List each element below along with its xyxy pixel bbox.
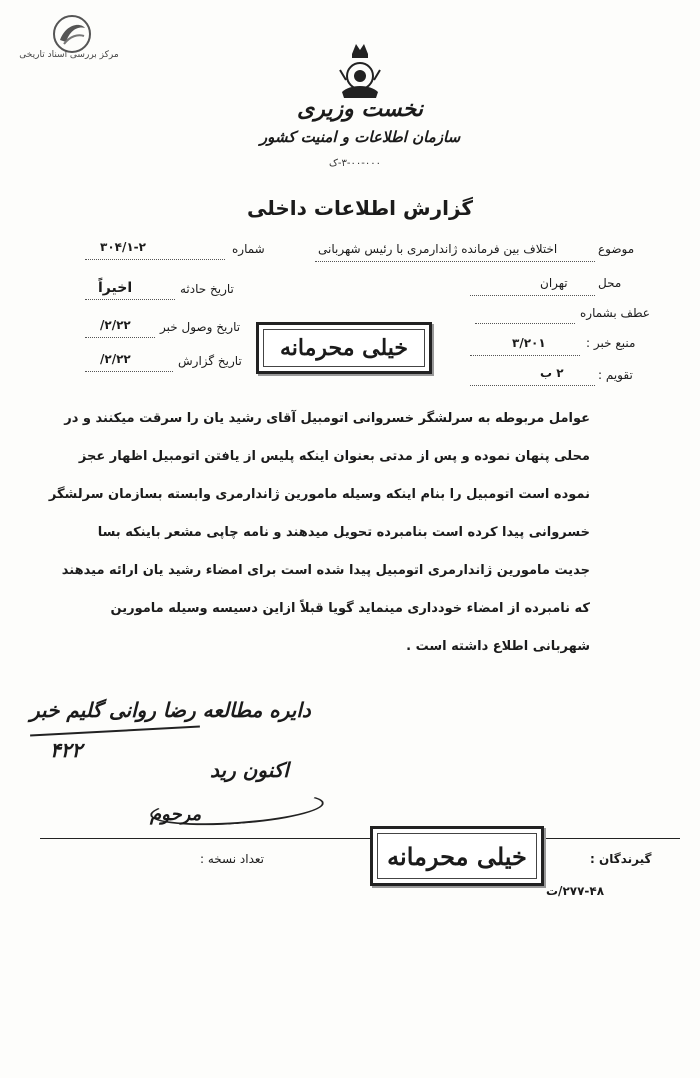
source-dotline — [470, 354, 580, 356]
letterhead-line1: نخست وزیری — [297, 96, 423, 122]
source-label: منبع خبر : — [586, 336, 636, 350]
handwritten-note: دایره مطالعه رضا روانی گلیم خبر — [30, 698, 311, 722]
source-value: ۳/۲۰۱ — [512, 336, 546, 350]
place-value: تهران — [540, 276, 568, 290]
report-date-dotline — [85, 370, 173, 372]
body-line: خسروانی پیدا کرده است بنامبرده تحویل میدهند و نامه چاپی مشعر باینکه بسا — [97, 525, 590, 540]
number-value: ۳۰۴/۱-۲ — [100, 240, 146, 254]
letterhead-code: ۳-۰۰-۰۰۰-ک — [328, 158, 381, 169]
body-line: شهربانی اطلاع داشته است . — [406, 639, 590, 654]
body-line: نموده است اتومبیل را بنام اینکه وسیله مامورین ژاندارمری وابسته بسازمان سرلشگر — [48, 487, 590, 502]
ref-label: عطف بشماره — [580, 306, 650, 320]
form-code: ۲۷۷-۴۸/ت — [546, 884, 605, 898]
body-line: عوامل مربوطه به سرلشگر خسروانی اتومبیل آقای رشید یان را سرقت میکنند و در — [64, 411, 590, 426]
signature-2: مرحوم — [150, 804, 202, 825]
incident-date-value: اخیراً — [98, 280, 133, 296]
report-body — [40, 400, 590, 666]
bottom-secret-stamp: خیلی محرمانه — [370, 826, 544, 886]
incident-date-label: تاریخ حادثه — [180, 282, 234, 296]
incident-date-dotline — [85, 298, 175, 300]
subject-value: اختلاف بین فرمانده ژاندارمری با رئیس شهربانی — [318, 242, 558, 256]
evaluation-value: ۲ ب — [540, 366, 564, 380]
number-label: شماره — [232, 242, 265, 256]
place-label: محل — [598, 276, 622, 290]
top-secret-stamp: خیلی محرمانه — [256, 322, 432, 374]
handwritten-underline — [30, 726, 200, 737]
body-line: که نامبرده از امضاء خودداری مینماید گویا قبلاً ازاین دسیسه وسیله مامورین — [110, 601, 590, 616]
subject-dotline — [315, 260, 595, 262]
subject-label: موضوع — [598, 242, 635, 256]
evaluation-dotline — [470, 384, 595, 386]
recipients-label: گیرندگان : — [590, 852, 652, 866]
handwritten-number: ۴۲۲ — [50, 738, 83, 762]
receipt-date-value: ۲/۲۲/ — [100, 318, 131, 332]
signature-1: اکنون رید — [210, 758, 289, 782]
footer-rule — [40, 838, 680, 839]
place-dotline — [470, 294, 595, 296]
receipt-date-dotline — [85, 336, 155, 338]
archive-name: مرکز بررسی اسناد تاریخی — [19, 50, 119, 60]
number-dotline — [85, 258, 225, 260]
report-title: گزارش اطلاعات داخلی — [246, 196, 474, 220]
body-line: جدیت مامورین ژاندارمری اتومبیل پیدا شده است برای امضاء رشید یان ارائه میدهند — [61, 563, 590, 578]
receipt-date-label: تاریخ وصول خبر — [160, 320, 241, 334]
ref-dotline — [475, 322, 575, 324]
letterhead-line2: سازمان اطلاعات و امنیت کشور — [259, 128, 461, 146]
evaluation-label: تقویم : — [598, 368, 633, 382]
report-date-value: ۲/۲۲/ — [100, 352, 131, 366]
report-date-label: تاریخ گزارش — [178, 354, 242, 368]
copies-label: تعداد نسخه : — [200, 852, 265, 866]
body-line: محلی پنهان نموده و پس از مدتی بعنوان اینکه پلیس از یافتن اتومبیل اظهار عجز — [78, 449, 590, 464]
lion-and-sun-emblem-icon — [336, 40, 384, 102]
archive-logo-icon — [52, 14, 92, 54]
